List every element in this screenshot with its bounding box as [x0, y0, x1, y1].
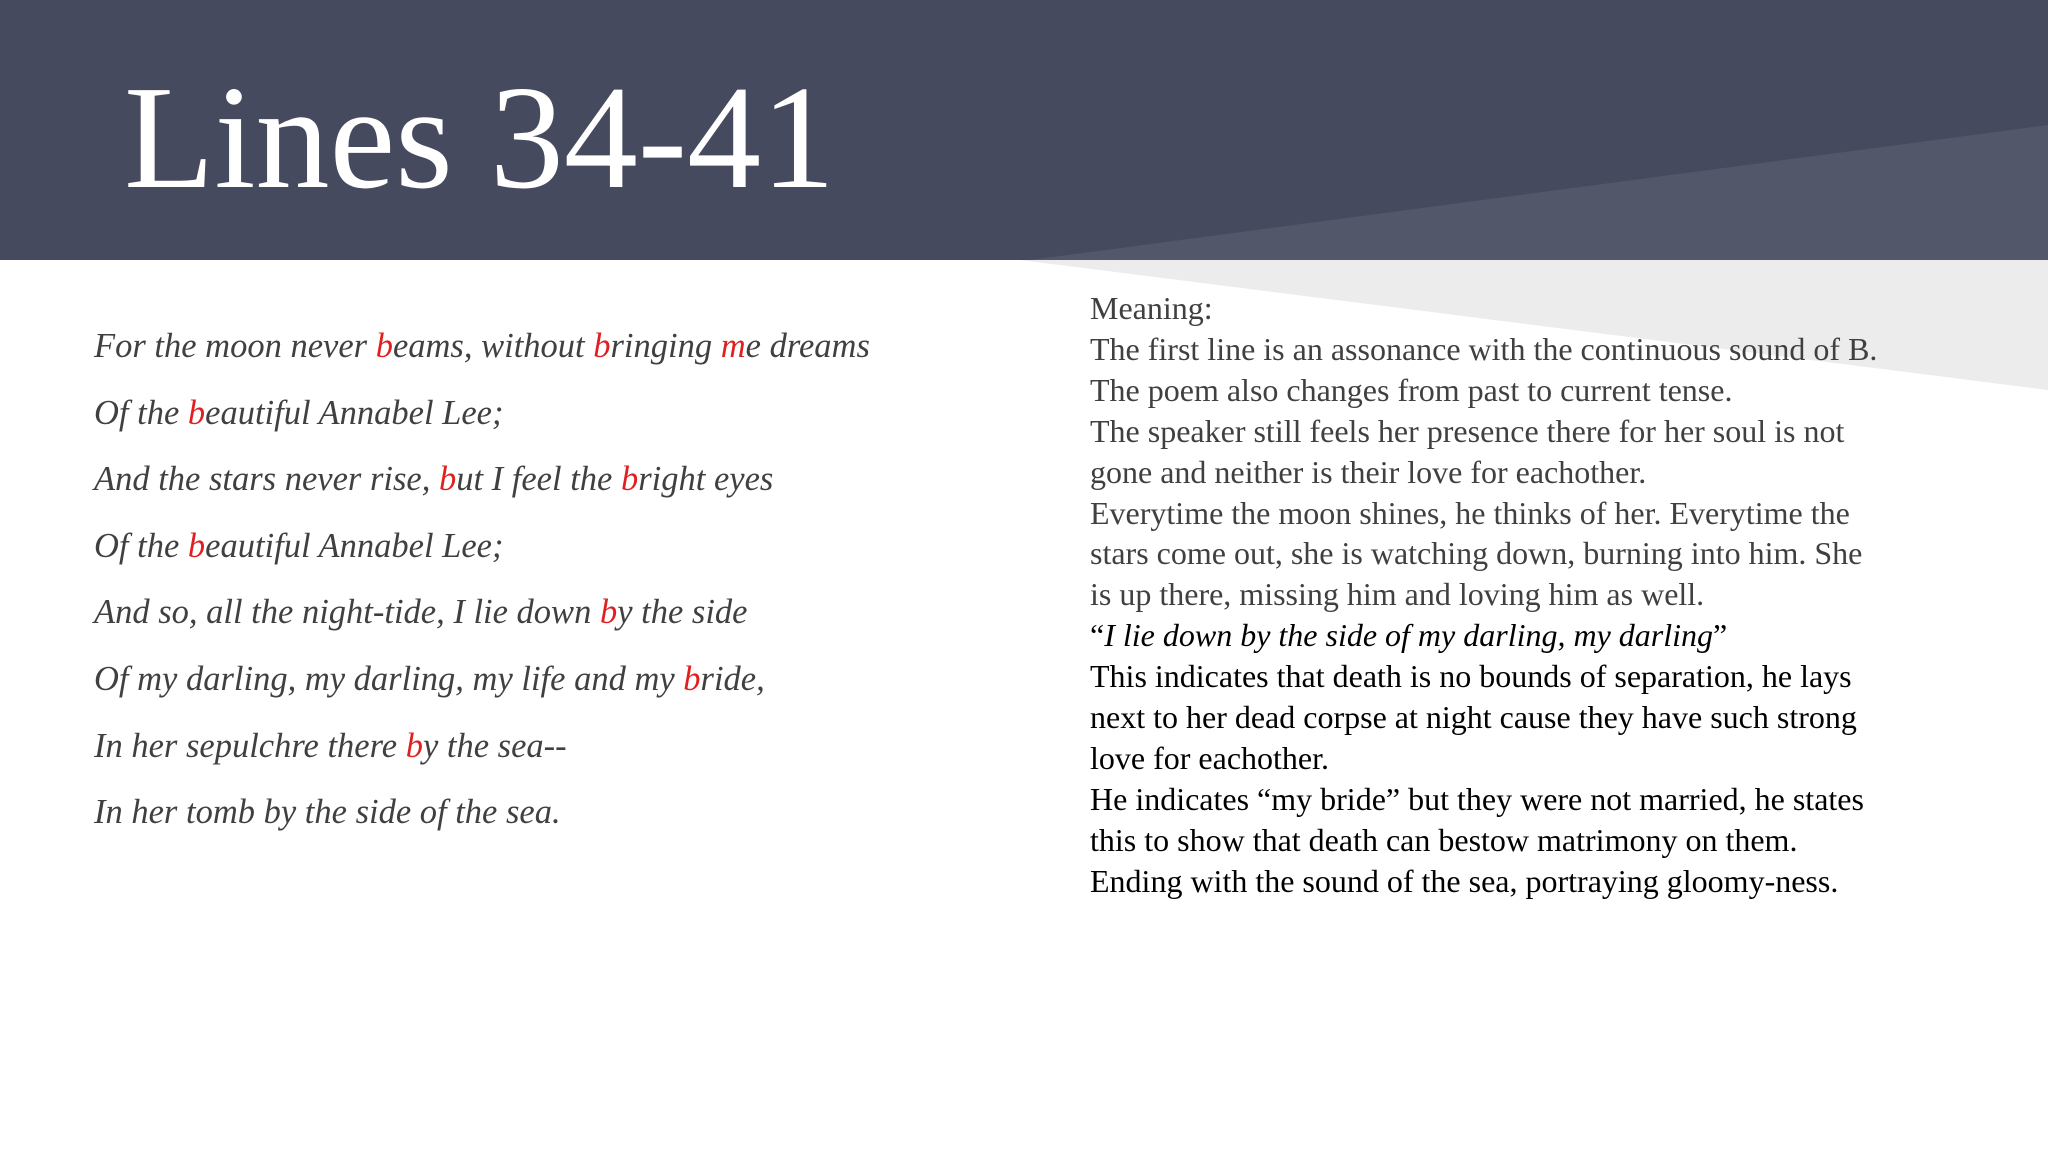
meaning-text-segment: this to show that death can bestow matrimony on them.: [1090, 821, 1798, 858]
alliteration-letter: b: [593, 327, 611, 365]
poem-text: y the sea--: [422, 726, 567, 765]
poem-line: [94, 318, 1054, 385]
poem-line: [94, 784, 1054, 851]
poem-text: e dreams: [745, 327, 870, 365]
meaning-text-segment: gone and neither is their love for eachother.: [1090, 453, 1647, 490]
poem-line: [94, 651, 1054, 718]
poem-text: ride,: [700, 659, 765, 698]
alliteration-letter: b: [187, 526, 206, 565]
meaning-line: [1090, 411, 1970, 452]
meaning-text-segment: next to her dead corpse at night cause they have such strong: [1090, 699, 1857, 736]
poem-text: eautiful Annabel Lee;: [205, 526, 504, 565]
poem-text: Of my darling, my darling, my life and my: [94, 659, 684, 698]
meaning-line: [1090, 697, 1970, 738]
poem-text: y the side: [617, 593, 748, 632]
title-banner: [0, 0, 2048, 260]
meaning-text-segment: ”: [1713, 617, 1728, 654]
meaning-line: [1090, 574, 1970, 615]
meaning-text-segment: He indicates “my bride” but they were not married, he states: [1090, 780, 1864, 817]
alliteration-letter: b: [620, 460, 639, 499]
meaning-text-segment: “: [1090, 617, 1105, 654]
meaning-text-segment: This indicates that death is no bounds of separation, he lays: [1090, 658, 1852, 695]
meaning-line: [1090, 329, 1970, 370]
poem-text: right eyes: [638, 460, 774, 499]
alliteration-letter: b: [405, 726, 423, 765]
poem-line: [94, 718, 1054, 785]
poem-text: ut I feel the: [456, 460, 621, 499]
meaning-line: [1090, 452, 1970, 493]
meaning-text: [1090, 288, 1970, 902]
meaning-text-segment: Meaning:: [1090, 290, 1213, 326]
meaning-text-segment: The first line is an assonance with the continuous sound of B.: [1090, 330, 1878, 367]
alliteration-letter: b: [683, 659, 701, 698]
meaning-text-segment: love for eachother.: [1090, 739, 1329, 776]
meaning-line: [1090, 493, 1970, 534]
meaning-text-segment: The speaker still feels her presence there for her soul is not: [1090, 412, 1845, 449]
meaning-line: [1090, 370, 1970, 411]
alliteration-letter: m: [720, 327, 746, 365]
alliteration-letter: b: [599, 593, 618, 632]
meaning-line: [1090, 738, 1970, 779]
meaning-text-segment: is up there, missing him and loving him as well.: [1090, 576, 1705, 613]
meaning-text-segment: Ending with the sound of the sea, portraying gloomy-ness.: [1090, 862, 1839, 899]
poem-text: ringing: [610, 327, 721, 365]
meaning-line: [1090, 533, 1970, 574]
meaning-text-segment: The poem also changes from past to current tense.: [1090, 371, 1733, 408]
poem-line: [94, 385, 1054, 452]
poem-line: [94, 518, 1054, 585]
slide-title: Lines 34-41: [124, 56, 836, 220]
meaning-line: [1090, 861, 1970, 902]
poem-text: For the moon never: [94, 327, 376, 365]
meaning-heading: [1090, 288, 1970, 329]
poem-text: eams, without: [392, 327, 594, 365]
poem-text: And the stars never rise,: [94, 460, 439, 499]
meaning-line: [1090, 656, 1970, 697]
poem-text: In her tomb by the side of the sea.: [94, 793, 561, 832]
meaning-line: [1090, 779, 1970, 820]
alliteration-letter: b: [438, 460, 457, 499]
meaning-line: [1090, 820, 1970, 861]
poem-line: [94, 451, 1054, 518]
poem-line: [94, 584, 1054, 651]
alliteration-letter: b: [187, 393, 206, 432]
poem-text: Of the: [94, 526, 188, 565]
poem-text: eautiful Annabel Lee;: [205, 393, 504, 432]
poem-text: Of the: [94, 393, 188, 432]
poem-excerpt: [94, 318, 1054, 851]
meaning-text-segment: Everytime the moon shines, he thinks of her. Everytime the: [1090, 494, 1850, 531]
meaning-line: [1090, 615, 1970, 656]
alliteration-letter: b: [375, 327, 393, 365]
meaning-text-segment: stars come out, she is watching down, burning into him. She: [1090, 535, 1863, 572]
poem-text: In her sepulchre there: [94, 726, 406, 765]
quoted-phrase: I lie down by the side of my darling, my darling: [1104, 617, 1714, 654]
poem-text: And so, all the night-tide, I lie down: [94, 593, 600, 632]
